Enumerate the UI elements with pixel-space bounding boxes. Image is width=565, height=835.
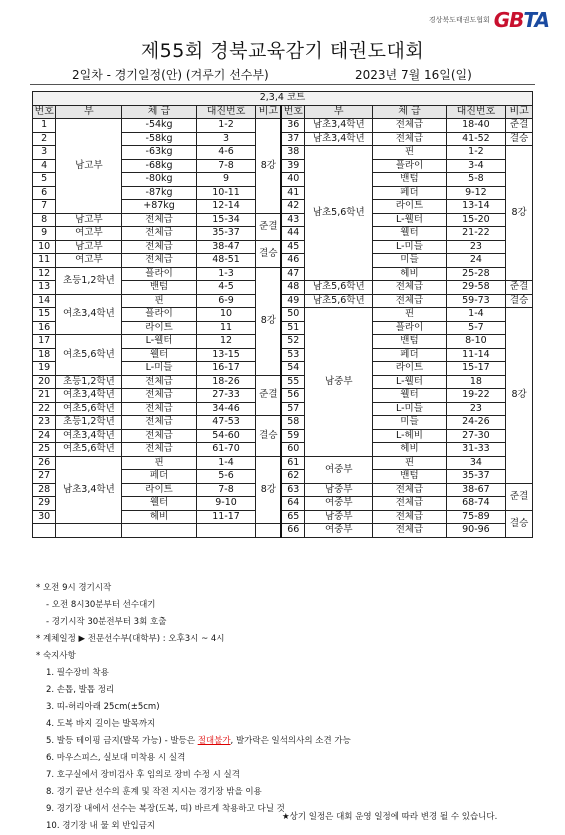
division-cell: 초등1,2학년 <box>56 267 122 294</box>
row-number: 7 <box>33 200 56 214</box>
bracket-number-cell: 90-96 <box>446 524 506 538</box>
division-cell: 남초3,4학년 <box>56 456 122 524</box>
empty-cell <box>33 524 56 538</box>
division-cell: 여중부 <box>305 456 373 483</box>
bracket-number-cell: 75-89 <box>446 510 506 524</box>
row-number: 14 <box>33 294 56 308</box>
bracket-number-cell: 5-8 <box>446 173 506 187</box>
bracket-number-cell: 48-51 <box>196 254 256 268</box>
row-number: 5 <box>33 173 56 187</box>
table-row <box>33 456 533 470</box>
weight-class-cell: L-웰터 <box>122 335 196 349</box>
row-number: 15 <box>33 308 56 322</box>
note-highlight: 절대불가 <box>197 736 231 746</box>
division-cell: 남중부 <box>305 483 373 497</box>
col-header: 대진번호 <box>196 105 256 119</box>
division-cell: 남초3,4학년 <box>305 132 373 146</box>
division-cell: 남중부 <box>305 510 373 524</box>
remark-cell: 결승 <box>256 240 282 267</box>
note-item: - 경기시작 30분전부터 3회 호출 <box>46 617 167 627</box>
bracket-number-cell: 34-46 <box>196 402 256 416</box>
division-cell: 남중부 <box>305 308 373 457</box>
row-number: 56 <box>281 389 304 403</box>
weight-class-cell: 전체급 <box>373 510 446 524</box>
row-number: 51 <box>281 321 304 335</box>
bracket-number-cell: 11-17 <box>196 510 256 524</box>
row-number: 50 <box>281 308 304 322</box>
weight-class-cell: 플라이 <box>122 308 196 322</box>
weight-class-cell: 밴텀 <box>122 281 196 295</box>
bracket-number-cell: 10-11 <box>196 186 256 200</box>
weight-class-cell: 플라이 <box>373 159 446 173</box>
weight-class-cell: 밴텀 <box>373 173 446 187</box>
row-number: 57 <box>281 402 304 416</box>
remark-cell: 결승 <box>506 132 533 146</box>
bracket-number-cell: 35-37 <box>196 227 256 241</box>
bracket-number-cell: 59-73 <box>446 294 506 308</box>
weight-class-cell: 밴텀 <box>373 335 446 349</box>
bracket-number-cell: 25-28 <box>446 267 506 281</box>
row-number: 12 <box>33 267 56 281</box>
bracket-number-cell: 23 <box>446 402 506 416</box>
row-number: 39 <box>281 159 304 173</box>
weight-class-cell: 라이트 <box>122 321 196 335</box>
remark-cell: 8강 <box>256 119 282 214</box>
row-number: 66 <box>281 524 304 538</box>
weight-class-cell: 전체급 <box>122 254 196 268</box>
row-number: 16 <box>33 321 56 335</box>
row-number: 9 <box>33 227 56 241</box>
table-row <box>33 335 533 349</box>
bracket-number-cell: 3 <box>196 132 256 146</box>
weight-class-cell: 전체급 <box>373 524 446 538</box>
remark-cell: 준결 <box>506 119 533 133</box>
event-date: 2023년 7월 16일(일) <box>355 68 472 82</box>
weight-class-cell: L-미들 <box>373 240 446 254</box>
note-item: 2. 손톱, 발톱 정리 <box>46 685 115 695</box>
weight-class-cell: 전체급 <box>373 281 446 295</box>
weight-class-cell: 전체급 <box>373 132 446 146</box>
weight-class-cell: 헤비 <box>122 510 196 524</box>
bracket-number-cell: 3-4 <box>446 159 506 173</box>
col-header: 번호 <box>281 105 304 119</box>
division-cell: 남고부 <box>56 119 122 214</box>
row-number: 64 <box>281 497 304 511</box>
table-row <box>33 416 533 430</box>
weight-class-cell: 미들 <box>373 416 446 430</box>
bracket-number-cell: 13-15 <box>196 348 256 362</box>
division-cell: 여고부 <box>56 227 122 241</box>
bracket-number-cell: 1-2 <box>446 146 506 160</box>
note-item: 8. 경기 끝난 선수의 훈계 및 작전 지시는 경기장 밖을 이용 <box>46 787 262 797</box>
row-number: 49 <box>281 294 304 308</box>
row-number: 18 <box>33 348 56 362</box>
remark-cell: 결승 <box>256 416 282 457</box>
division-cell: 남초3,4학년 <box>305 119 373 133</box>
weight-class-cell: 핀 <box>373 308 446 322</box>
col-header: 비고 <box>256 105 282 119</box>
remark-cell: 준결 <box>256 213 282 240</box>
row-number: 54 <box>281 362 304 376</box>
table-header-row <box>33 105 533 119</box>
division-cell: 여초5,6학년 <box>56 335 122 376</box>
remark-cell: 8강 <box>256 456 282 524</box>
row-number: 63 <box>281 483 304 497</box>
bracket-number-cell: 7-8 <box>196 483 256 497</box>
note-item: 10. 경기장 내 물 외 반입금지 <box>46 821 156 831</box>
bracket-number-cell: 47-53 <box>196 416 256 430</box>
bracket-number-cell: 10 <box>196 308 256 322</box>
division-cell: 초등1,2학년 <box>56 375 122 389</box>
weight-class-cell: L-웰터 <box>373 375 446 389</box>
empty-cell <box>256 524 282 538</box>
bracket-number-cell: 27-33 <box>196 389 256 403</box>
row-number: 53 <box>281 348 304 362</box>
row-number: 47 <box>281 267 304 281</box>
weight-class-cell: -87kg <box>122 186 196 200</box>
row-number: 20 <box>33 375 56 389</box>
page-title: 제55회 경북교육감기 태권도대회 <box>140 40 425 62</box>
bracket-number-cell: 54-60 <box>196 429 256 443</box>
table-row <box>33 375 533 389</box>
weight-class-cell: 핀 <box>122 456 196 470</box>
note-text: 5. 발등 테이핑 금지(발목 가능) - 발등은 <box>46 736 198 746</box>
weight-class-cell: -58kg <box>122 132 196 146</box>
gbta-logo-icon: GBTA <box>493 8 549 32</box>
row-number: 1 <box>33 119 56 133</box>
weight-class-cell: 라이트 <box>373 362 446 376</box>
table-row <box>33 524 533 538</box>
row-number: 48 <box>281 281 304 295</box>
weight-class-cell: 미들 <box>373 254 446 268</box>
row-number: 62 <box>281 470 304 484</box>
col-header: 체 급 <box>373 105 446 119</box>
notes-section <box>36 580 536 835</box>
org-name: 경상북도태권도협회 <box>428 16 490 24</box>
row-number: 43 <box>281 213 304 227</box>
row-number: 4 <box>33 159 56 173</box>
bracket-number-cell: 16-17 <box>196 362 256 376</box>
bracket-number-cell: 27-30 <box>446 429 506 443</box>
bracket-number-cell: 18 <box>446 375 506 389</box>
remark-cell: 준결 <box>256 375 282 416</box>
row-number: 2 <box>33 132 56 146</box>
bracket-number-cell: 41-52 <box>446 132 506 146</box>
col-header: 부 <box>56 105 122 119</box>
row-number: 52 <box>281 335 304 349</box>
row-number: 23 <box>33 416 56 430</box>
weight-class-cell: 전체급 <box>373 497 446 511</box>
divider <box>30 84 535 85</box>
weight-class-cell: 전체급 <box>122 227 196 241</box>
remark-cell: 8강 <box>506 146 533 281</box>
table-row <box>33 429 533 443</box>
bracket-number-cell: 5-6 <box>196 470 256 484</box>
division-cell: 여중부 <box>305 524 373 538</box>
bracket-number-cell: 11-14 <box>446 348 506 362</box>
row-number: 55 <box>281 375 304 389</box>
table-row <box>33 213 533 227</box>
row-number: 21 <box>33 389 56 403</box>
weight-class-cell: 전체급 <box>122 240 196 254</box>
row-number: 45 <box>281 240 304 254</box>
weight-class-cell: 전체급 <box>122 375 196 389</box>
bracket-number-cell: 21-22 <box>446 227 506 241</box>
division-cell: 여초5,6학년 <box>56 443 122 457</box>
bracket-number-cell: 11 <box>196 321 256 335</box>
weight-class-cell: 라이트 <box>122 483 196 497</box>
note-item <box>36 733 536 750</box>
weight-class-cell: 전체급 <box>122 443 196 457</box>
bracket-number-cell: 34 <box>446 456 506 470</box>
bracket-number-cell: 19-22 <box>446 389 506 403</box>
row-number: 59 <box>281 429 304 443</box>
bracket-number-cell: 15-17 <box>446 362 506 376</box>
row-number: 24 <box>33 429 56 443</box>
row-number: 42 <box>281 200 304 214</box>
bracket-number-cell: 12-14 <box>196 200 256 214</box>
schedule-table <box>32 91 533 538</box>
bracket-number-cell: 9-12 <box>446 186 506 200</box>
table-row <box>33 267 533 281</box>
table-row <box>33 294 533 308</box>
empty-cell <box>56 524 122 538</box>
note-item: 3. 띠-허리아래 25cm(±5cm) <box>46 702 160 712</box>
note-item: 9. 경기장 내에서 선수는 복장(도복, 띠) 바르게 착용하고 다닐 것 <box>46 804 285 814</box>
note-item: * 계체일정 ▶ 전문선수부(대학부) : 오후3시 ~ 4시 <box>36 634 225 644</box>
weight-class-cell: 전체급 <box>373 119 446 133</box>
bracket-number-cell: 9-10 <box>196 497 256 511</box>
bracket-number-cell: 68-74 <box>446 497 506 511</box>
row-number: 27 <box>33 470 56 484</box>
weight-class-cell: 웰터 <box>122 348 196 362</box>
weight-class-cell: L-웰터 <box>373 213 446 227</box>
bracket-number-cell: 15-20 <box>446 213 506 227</box>
row-number: 40 <box>281 173 304 187</box>
table-row <box>33 389 533 403</box>
weight-class-cell: 페더 <box>122 470 196 484</box>
division-cell: 남고부 <box>56 213 122 227</box>
weight-class-cell: 핀 <box>122 294 196 308</box>
bracket-number-cell: 15-34 <box>196 213 256 227</box>
division-cell: 여초3,4학년 <box>56 389 122 403</box>
bracket-number-cell: 35-37 <box>446 470 506 484</box>
division-cell: 남초5,6학년 <box>305 146 373 281</box>
col-header: 비고 <box>506 105 533 119</box>
empty-cell <box>122 524 196 538</box>
weight-class-cell: 웰터 <box>122 497 196 511</box>
division-cell: 여초5,6학년 <box>56 402 122 416</box>
page-subtitle: 2일차 - 경기일정(안) (겨루기 선수부) <box>72 68 269 82</box>
row-number: 30 <box>33 510 56 524</box>
bracket-number-cell: 18-40 <box>446 119 506 133</box>
note-item: - 오전 8시30분부터 선수대기 <box>46 600 156 610</box>
table-row <box>33 227 533 241</box>
weight-class-cell: -54kg <box>122 119 196 133</box>
schedule-rows <box>33 119 533 538</box>
weight-class-cell: 밴텀 <box>373 470 446 484</box>
remark-cell: 8강 <box>256 267 282 375</box>
bracket-number-cell: 1-3 <box>196 267 256 281</box>
weight-class-cell: 전체급 <box>122 402 196 416</box>
row-number: 25 <box>33 443 56 457</box>
weight-class-cell: 라이트 <box>373 200 446 214</box>
row-number: 65 <box>281 510 304 524</box>
bracket-number-cell: 7-8 <box>196 159 256 173</box>
weight-class-cell: 핀 <box>373 146 446 160</box>
row-number: 36 <box>281 119 304 133</box>
bracket-number-cell: 24-26 <box>446 416 506 430</box>
col-header: 번호 <box>33 105 56 119</box>
weight-class-cell: -63kg <box>122 146 196 160</box>
note-text: , 발가락은 일석의사의 소견 가능 <box>230 736 351 746</box>
bracket-number-cell: 61-70 <box>196 443 256 457</box>
bracket-number-cell: 38-47 <box>196 240 256 254</box>
weight-class-cell: L-미들 <box>373 402 446 416</box>
court-label: 2,3,4 코트 <box>33 92 533 106</box>
table-row <box>33 119 533 133</box>
weight-class-cell: L-헤비 <box>373 429 446 443</box>
bracket-number-cell: 12 <box>196 335 256 349</box>
weight-class-cell: 전체급 <box>373 294 446 308</box>
weight-class-cell: 페더 <box>373 348 446 362</box>
bracket-number-cell: 8-10 <box>446 335 506 349</box>
division-cell: 여초3,4학년 <box>56 429 122 443</box>
bracket-number-cell: 24 <box>446 254 506 268</box>
bracket-number-cell: 13-14 <box>446 200 506 214</box>
row-number: 17 <box>33 335 56 349</box>
division-cell: 여중부 <box>305 497 373 511</box>
bracket-number-cell: 18-26 <box>196 375 256 389</box>
division-cell: 남초5,6학년 <box>305 281 373 295</box>
row-number: 58 <box>281 416 304 430</box>
row-number: 41 <box>281 186 304 200</box>
division-cell: 여초3,4학년 <box>56 294 122 335</box>
row-number: 19 <box>33 362 56 376</box>
bracket-number-cell: 9 <box>196 173 256 187</box>
footer-note: ★상기 일정은 대회 운영 일정에 따라 변경 될 수 있습니다. <box>282 812 498 822</box>
division-cell: 남고부 <box>56 240 122 254</box>
weight-class-cell: 전체급 <box>122 213 196 227</box>
weight-class-cell: 플라이 <box>122 267 196 281</box>
weight-class-cell: 전체급 <box>122 429 196 443</box>
row-number: 29 <box>33 497 56 511</box>
row-number: 13 <box>33 281 56 295</box>
org-logo <box>429 8 549 32</box>
row-number: 46 <box>281 254 304 268</box>
remark-cell: 결승 <box>506 510 533 537</box>
remark-cell: 준결 <box>506 281 533 295</box>
weight-class-cell: 플라이 <box>373 321 446 335</box>
row-number: 28 <box>33 483 56 497</box>
weight-class-cell: -68kg <box>122 159 196 173</box>
weight-class-cell: 헤비 <box>373 267 446 281</box>
remark-cell: 결승 <box>506 294 533 308</box>
note-item: 7. 호구실에서 장비검사 후 임의로 장비 수정 시 실격 <box>46 770 240 780</box>
bracket-number-cell: 4-5 <box>196 281 256 295</box>
weight-class-cell: L-미들 <box>122 362 196 376</box>
bracket-number-cell: 1-2 <box>196 119 256 133</box>
remark-cell: 준결 <box>506 483 533 510</box>
row-number: 22 <box>33 402 56 416</box>
weight-class-cell: 웰터 <box>373 227 446 241</box>
bracket-number-cell: 6-9 <box>196 294 256 308</box>
note-item: 6. 마우스피스, 실보대 미착용 시 실격 <box>46 753 186 763</box>
note-item: 4. 도복 바지 길이는 발목까지 <box>46 719 156 729</box>
bracket-number-cell: 29-58 <box>446 281 506 295</box>
row-number: 44 <box>281 227 304 241</box>
note-item: 1. 필수장비 착용 <box>46 668 109 678</box>
empty-cell <box>196 524 256 538</box>
row-number: 37 <box>281 132 304 146</box>
col-header: 부 <box>305 105 373 119</box>
bracket-number-cell: 4-6 <box>196 146 256 160</box>
table-row <box>33 402 533 416</box>
division-cell: 초등1,2학년 <box>56 416 122 430</box>
weight-class-cell: 페더 <box>373 186 446 200</box>
row-number: 26 <box>33 456 56 470</box>
row-number: 61 <box>281 456 304 470</box>
weight-class-cell: 전체급 <box>373 483 446 497</box>
row-number: 60 <box>281 443 304 457</box>
note-item: * 오전 9시 경기시작 <box>36 583 112 593</box>
weight-class-cell: 핀 <box>373 456 446 470</box>
row-number: 6 <box>33 186 56 200</box>
bracket-number-cell: 38-67 <box>446 483 506 497</box>
bracket-number-cell: 23 <box>446 240 506 254</box>
remark-cell: 8강 <box>506 308 533 484</box>
division-cell: 여고부 <box>56 254 122 268</box>
bracket-number-cell: 1-4 <box>446 308 506 322</box>
row-number: 8 <box>33 213 56 227</box>
col-header: 체 급 <box>122 105 196 119</box>
bracket-number-cell: 31-33 <box>446 443 506 457</box>
weight-class-cell: 헤비 <box>373 443 446 457</box>
table-row <box>33 443 533 457</box>
division-cell: 남초5,6학년 <box>305 294 373 308</box>
weight-class-cell: +87kg <box>122 200 196 214</box>
table-row <box>33 240 533 254</box>
col-header: 대진번호 <box>446 105 506 119</box>
note-item: * 숙지사항 <box>36 651 76 661</box>
weight-class-cell: 전체급 <box>122 416 196 430</box>
bracket-number-cell: 5-7 <box>446 321 506 335</box>
row-number: 38 <box>281 146 304 160</box>
weight-class-cell: 전체급 <box>122 389 196 403</box>
weight-class-cell: -80kg <box>122 173 196 187</box>
table-row <box>33 254 533 268</box>
bracket-number-cell: 1-4 <box>196 456 256 470</box>
row-number: 3 <box>33 146 56 160</box>
weight-class-cell: 웰터 <box>373 389 446 403</box>
row-number: 10 <box>33 240 56 254</box>
row-number: 11 <box>33 254 56 268</box>
